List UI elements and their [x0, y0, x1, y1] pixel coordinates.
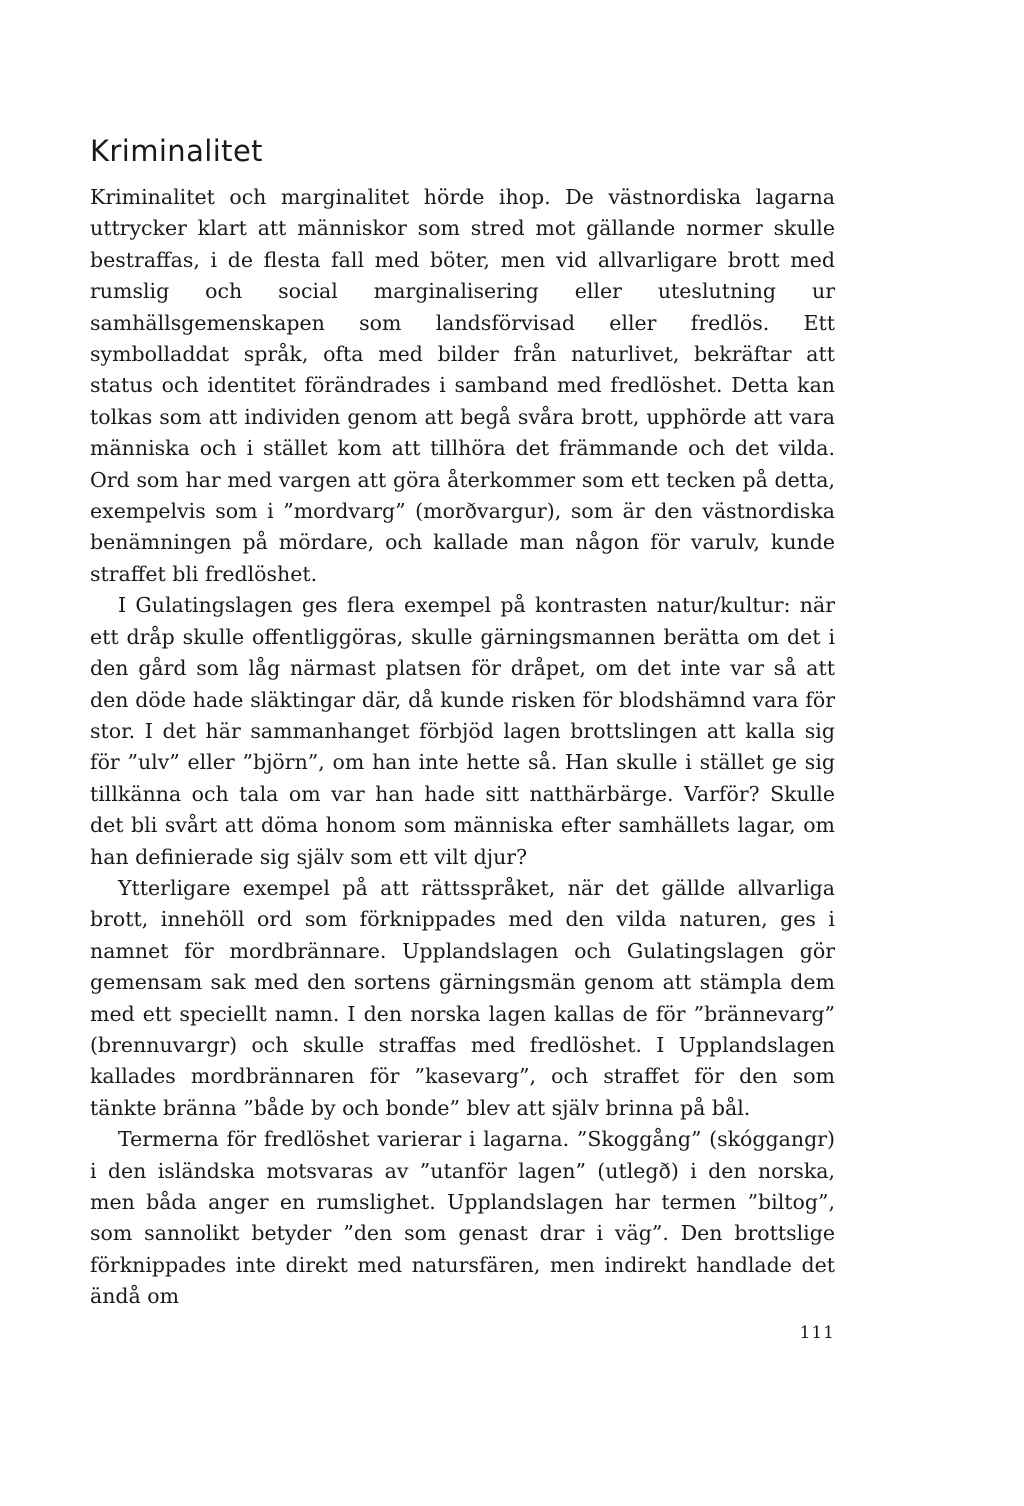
page-number: 111 [799, 1323, 835, 1343]
page-body [90, 132, 835, 1313]
paragraph: I Gulatingslagen ges flera exempel på kontrasten natur/kultur: när ett dråp skulle offentliggöras, skulle gärningsmannen berätta om det i den gård som låg närmast platsen för dråpet, om det inte var så att den döde hade släktingar där, då kunde risken för blodshämnd vara för stor. I det här sammanhanget förbjöd lagen brottslingen att kalla sig för ”ulv” eller ”björn”, om han inte hette så. Han skulle i stället ge sig tillkänna och tala om var han hade sitt natthärbärge. Varför? Skulle det bli svårt att döma honom som människa efter samhällets lagar, om han definierade sig själv som ett vilt djur? [90, 593, 835, 869]
section-heading: Kriminalitet [90, 134, 263, 168]
paragraph: Termerna för fredlöshet varierar i lagarna. ”Skoggång” (skóggangr) i den isländska motsvaras av ”utanför lagen” (utlegð) i den norska, men båda anger en rumslighet. Upplandslagen har termen ”biltog”, som sannolikt betyder ”den som genast drar i väg”. Den brottslige förknippades inte direkt med natursfären, men indirekt handlade det ändå om [90, 1127, 835, 1309]
paragraph: Ytterligare exempel på att rättsspråket, när det gällde allvarliga brott, innehöll ord som förknippades med den vilda naturen, ges i namnet för mordbrännare. Upplandslagen och Gulatingslagen gör gemensam sak med den sortens gärningsmän genom att stämpla dem med ett speciellt namn. I den norska lagen kallas de för ”brännevarg” (brennuvargr) och skulle straffas med fredlöshet. I Upplandslagen kallades mordbrännaren för ”kasevarg”, och straffet för den som tänkte bränna ”både by och bonde” blev att själv brinna på bål. [90, 875, 835, 1120]
paragraph: Kriminalitet och marginalitet hörde ihop. De västnordiska lagarna uttrycker klart att människor som stred mot gällande normer skulle bestraffas, i de flesta fall med böter, men vid allvarligare brott med rumslig och social marginalisering eller uteslutning ur samhällsgemenskapen som landsförvisad eller fredlös. Ett symbolladdat språk, ofta med bilder från naturlivet, bekräftar att status och identitet förändrades i samband med fredlöshet. Detta kan tolkas som att individen genom att begå svåra brott, upphörde att vara människa och i stället kom att tillhöra det främmande och det vilda. Ord som har med vargen att göra återkommer som ett tecken på detta, exempelvis som i ”mordvarg” (morðvargur), som är den västnordiska benämningen på mördare, och kallade man någon för varulv, kunde straffet bli fredlöshet. [90, 185, 835, 586]
